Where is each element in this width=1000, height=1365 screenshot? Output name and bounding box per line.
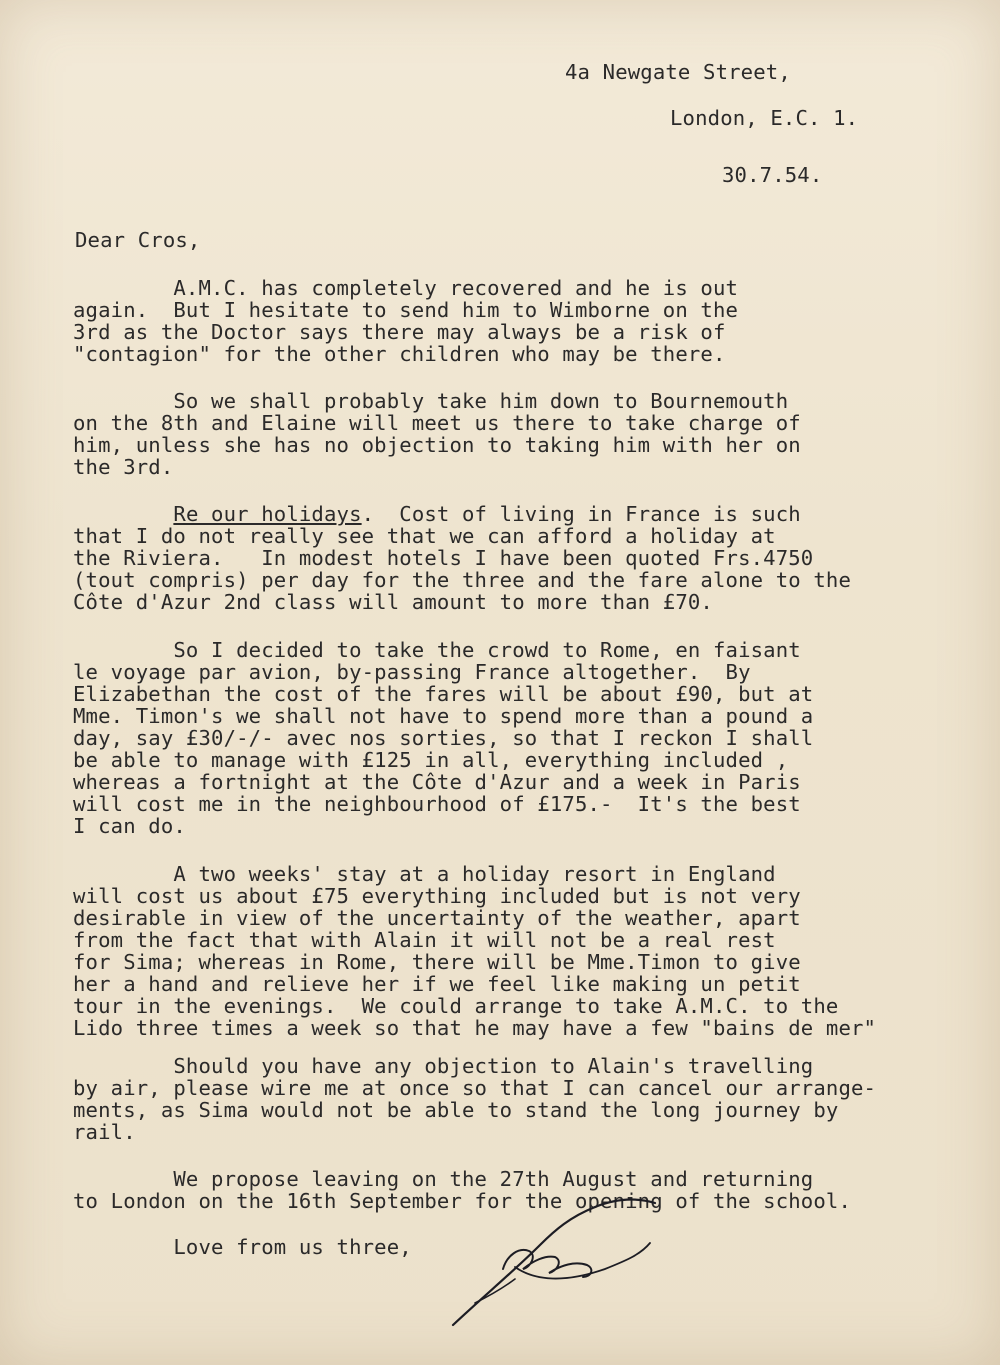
handwritten-signature (445, 1185, 675, 1335)
p4-line: Elizabethan the cost of the fares will be about £90, but at (73, 682, 814, 706)
p2-line: the 3rd. (73, 455, 174, 479)
p2-line: So we shall probably take him down to Bournemouth (73, 389, 789, 413)
p4-line: le voyage par avion, by-passing France altogether. By (73, 660, 751, 684)
p4-line: day, say £30/-/- avec nos sorties, so that I reckon I shall (73, 726, 814, 750)
address-city: London, E.C. 1. (670, 106, 859, 130)
p6-line: ments, as Sima would not be able to stand the long journey by (73, 1098, 839, 1122)
p4-line: I can do. (73, 814, 186, 838)
address-street: 4a Newgate Street, (565, 60, 791, 84)
p4-line: will cost me in the neighbourhood of £175.- It's the best (73, 792, 801, 816)
p2-line: him, unless she has no objection to taking him with her on (73, 433, 801, 457)
p5-line: A two weeks' stay at a holiday resort in England (73, 862, 776, 886)
p3-line: (tout compris) per day for the three and the fare alone to the (73, 568, 852, 592)
p5-line: will cost us about £75 everything included but is not very (73, 884, 801, 908)
p1-line: again. But I hesitate to send him to Wimborne on the (73, 298, 739, 322)
p7-line: to London on the 16th September for the opening of the school. (73, 1189, 852, 1213)
p5-line: tour in the evenings. We could arrange to take A.M.C. to the (73, 994, 839, 1018)
p4-line: Mme. Timon's we shall not have to spend more than a pound a (73, 704, 814, 728)
salutation: Dear Cros, (75, 228, 201, 252)
p5-line: Lido three times a week so that he may have a few "bains de mer" (73, 1016, 877, 1040)
p2-line: on the 8th and Elaine will meet us there to take charge of (73, 411, 801, 435)
p5-line: from the fact that with Alain it will not be a real rest (73, 928, 776, 952)
closing: Love from us three, (73, 1235, 412, 1259)
p3-line: that I do not really see that we can afford a holiday at (73, 524, 776, 548)
p1-line: A.M.C. has completely recovered and he is out (73, 276, 739, 300)
p1-line: "contagion" for the other children who may be there. (73, 342, 726, 366)
p5-line: her a hand and relieve her if we feel like making un petit (73, 972, 801, 996)
p7-line: We propose leaving on the 27th August and returning (73, 1167, 814, 1191)
p3-indent (73, 502, 173, 526)
p5-line: for Sima; whereas in Rome, there will be Mme.Timon to give (73, 950, 801, 974)
holidays-heading: Re our holidays (173, 502, 362, 526)
p5-line: desirable in view of the uncertainty of the weather, apart (73, 906, 801, 930)
p6-line: rail. (73, 1120, 136, 1144)
p4-line: be able to manage with £125 in all, everything included , (73, 748, 789, 772)
p4-line: whereas a fortnight at the Côte d'Azur and a week in Paris (73, 770, 801, 794)
p1-line: 3rd as the Doctor says there may always be a risk of (73, 320, 726, 344)
p6-line: by air, please wire me at once so that I can cancel our arrange- (73, 1076, 877, 1100)
p6-line: Should you have any objection to Alain's travelling (73, 1054, 814, 1078)
p3-line: the Riviera. In modest hotels I have been quoted Frs.4750 (73, 546, 814, 570)
p3-line: Côte d'Azur 2nd class will amount to more than £70. (73, 590, 713, 614)
p4-line: So I decided to take the crowd to Rome, en faisant (73, 638, 801, 662)
letter-date: 30.7.54. (722, 163, 823, 187)
p3-first-line (73, 504, 801, 525)
p3-first-rest: . Cost of living in France is such (361, 502, 801, 526)
